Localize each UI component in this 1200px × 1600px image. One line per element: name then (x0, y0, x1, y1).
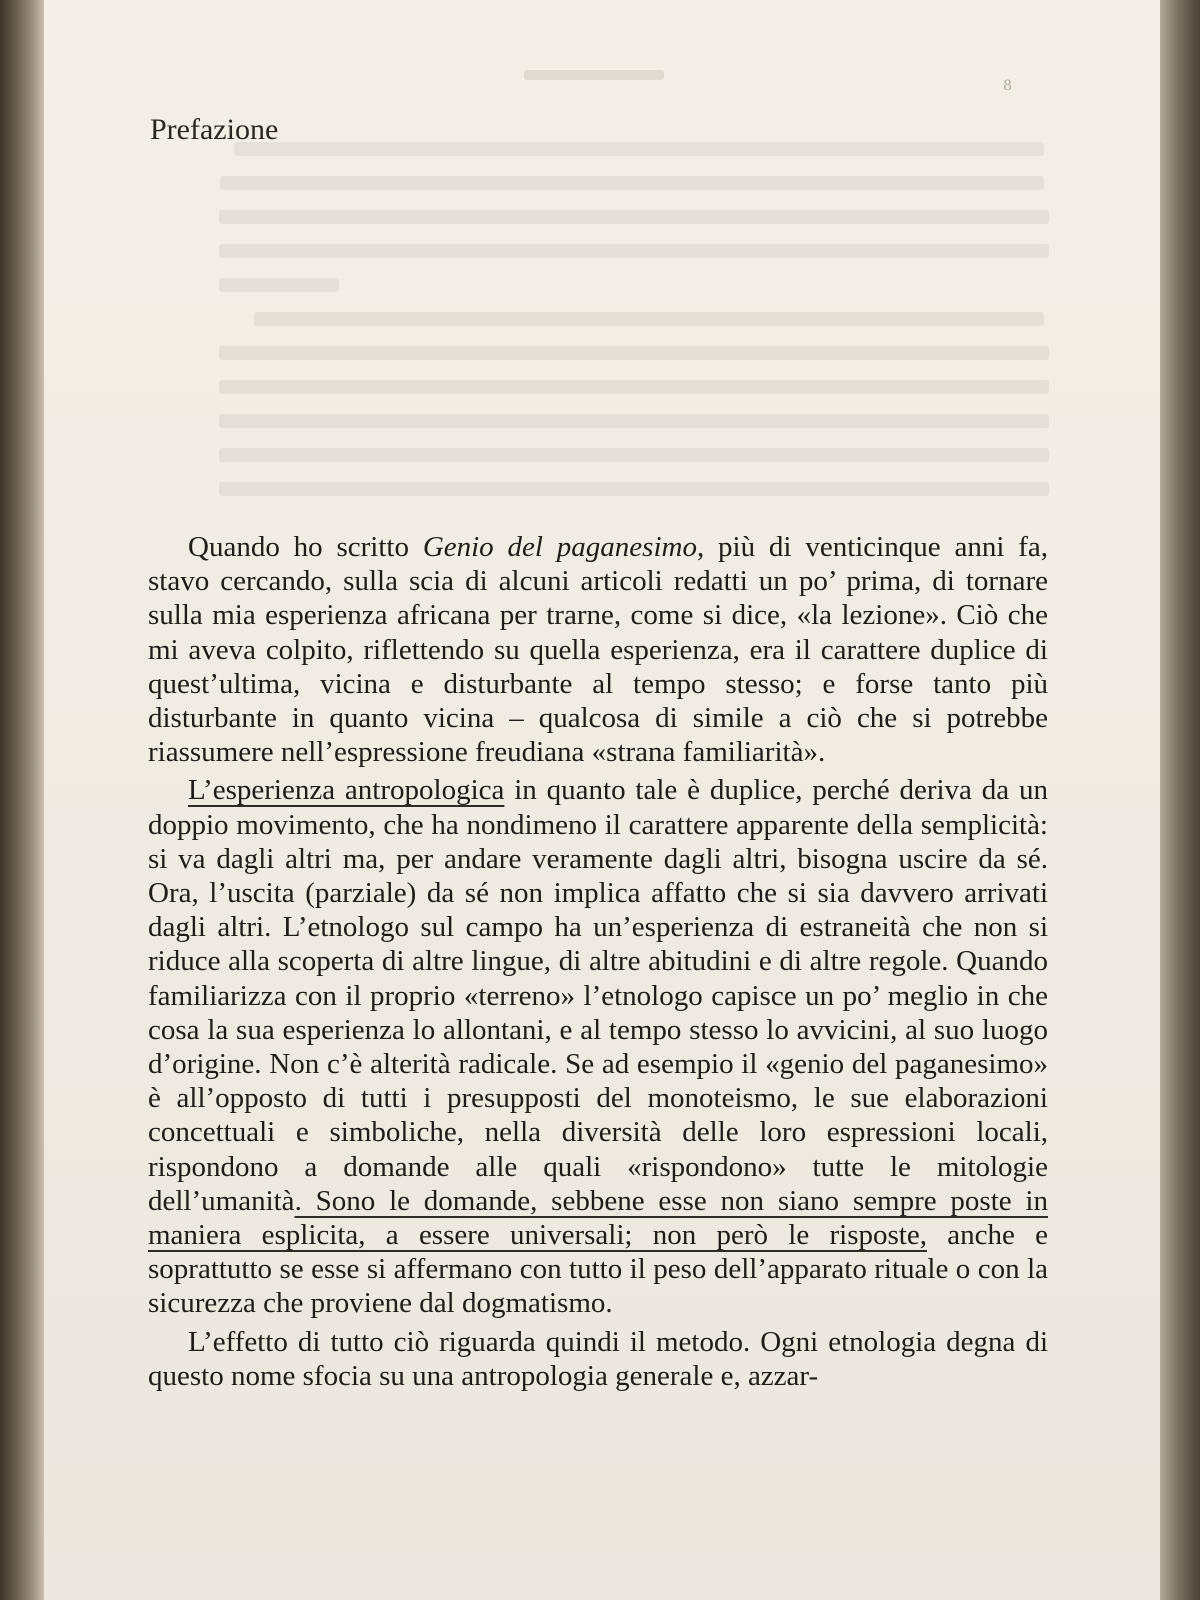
book-gutter-right (1160, 0, 1200, 1600)
text-run: L’effetto di tutto ciò riguarda quindi il metodo. Ogni etnologia degna di questo nome sfocia su una antropologia generale e, azzar- (148, 1325, 1048, 1392)
paragraph (148, 773, 1048, 1320)
paragraph (148, 1325, 1048, 1393)
underlined-text: . Sono le domande, sebbene esse non siano sempre poste in maniera esplicita, a essere universali; non però le risposte, (148, 1184, 1048, 1252)
text-run: , più di venticinque anni fa, stavo cercando, sulla scia di alcuni articoli redatti un po’ prima, di tornare sulla mia esperienza africana per trarne, come si dice, «la lezione». Ciò che mi aveva colpito, riflettendo su quella esperienza, era il carattere duplice di quest’ultima, vicina e disturbante al tempo stesso; e forse tanto più disturbante in quanto vicina – qualcosa di simile a ciò che si potrebbe riassumere nell’espressione freudiana «strana familiarità». (148, 531, 1048, 769)
book-gutter-left (0, 0, 44, 1600)
text-run: in quanto tale è duplice, perché deriva da un doppio movimento, che ha nondimeno il carattere apparente della semplicità: si va dagli altri ma, per andare veramente dagli altri, bisogna uscire da sé. Ora, l’uscita (parziale) da sé non implica affatto che si sia davvero arrivati dagli altri. L’etnologo sul campo ha un’esperienza di estraneità che non si riduce alla scoperta di altre lingue, di altre abitudini e di altre regole. Quando familiarizza con il proprio «terreno» l’etnologo capisce un po’ meglio in che cosa la sua esperienza lo allontani, e al tempo stesso lo avvicini, al suo luogo d’origine. Non c’è alterità radicale. Se ad esempio il «genio del paganesimo» è all’opposto di tutti i presupposti del monoteismo, le sue elaborazioni concettuali e simboliche, nella diversità delle loro espressioni locali, rispondono a domande alle quali «rispondono» tutte le mitologie dell’umanità (148, 774, 1048, 1217)
text-run: Quando ho scritto (188, 531, 423, 563)
paragraph (148, 530, 1048, 769)
underlined-text: L’esperienza antropologica (188, 774, 505, 807)
page-number: 8 (1003, 78, 1012, 94)
text-run: anche e soprattutto se esse si affermano con tutto il peso dell’apparato rituale o con la sicurezza che proviene dal dogmatismo. (148, 1219, 1048, 1320)
body-text (148, 530, 1048, 1393)
page-title: Prefazione (150, 113, 279, 146)
book-page (44, 0, 1160, 1600)
italic-title: Genio del paganesimo (422, 531, 697, 563)
show-through-text (44, 0, 1160, 560)
running-header-bleed (524, 70, 664, 80)
